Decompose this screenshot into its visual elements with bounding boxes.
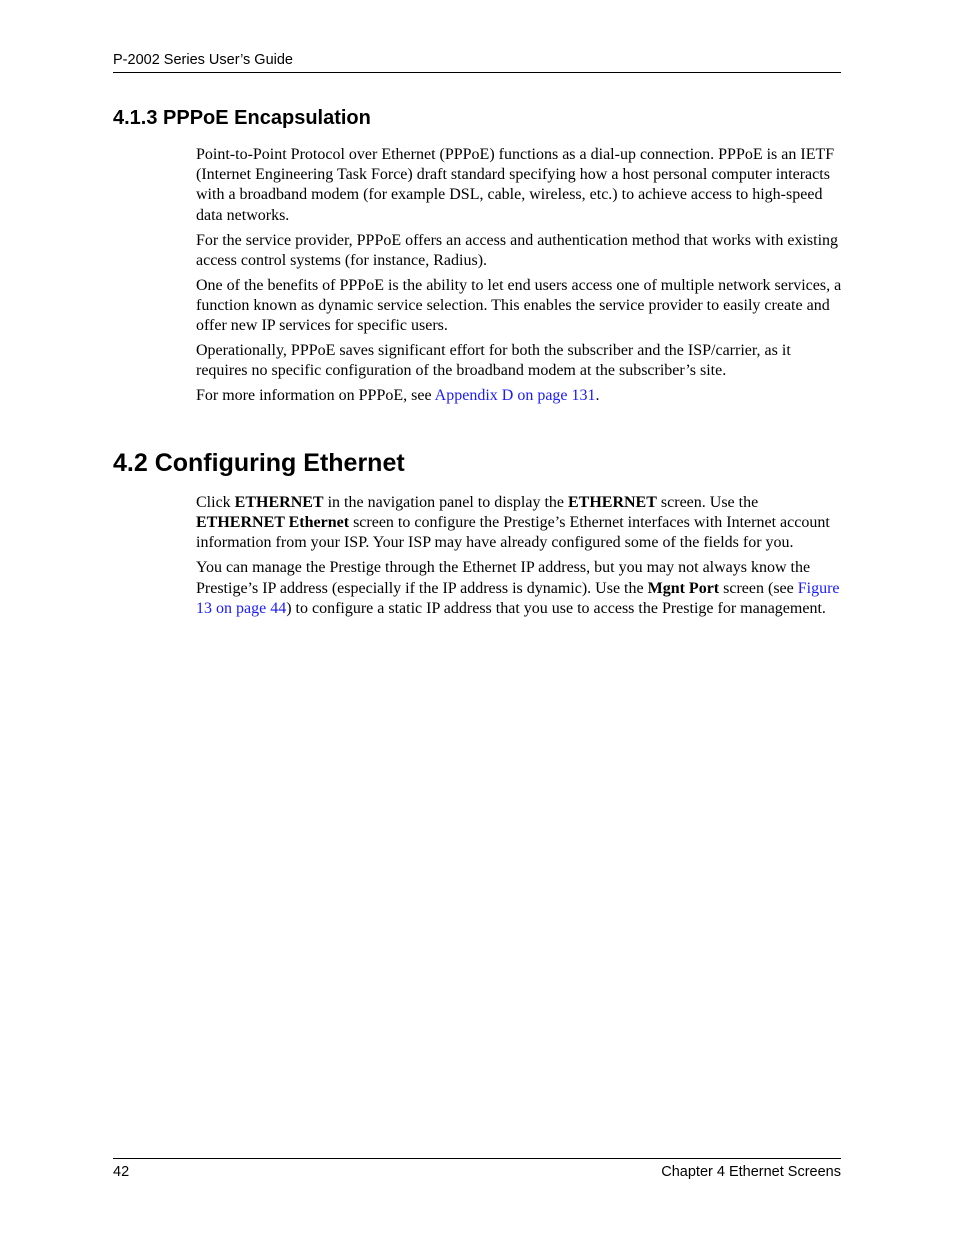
- text-run: Click: [196, 494, 235, 511]
- guide-title: P-2002 Series User’s Guide: [113, 52, 293, 68]
- ethernet-ethernet-term: ETHERNET Ethernet: [196, 514, 350, 532]
- section-heading-pppoe-encapsulation: 4.1.3 PPPoE Encapsulation: [113, 107, 371, 129]
- text-run: in the navigation panel to display the: [323, 494, 568, 511]
- page-footer: [113, 1158, 841, 1183]
- ethernet-paragraph-1: [196, 493, 842, 554]
- page-header: [113, 50, 841, 73]
- figure-13-link[interactable]: Figure 13 on page 44: [196, 579, 840, 617]
- mgnt-port-term: Mgnt Port: [647, 579, 720, 597]
- text-run: ) to configure a static IP address that you use to access the Prestige for management.: [286, 599, 826, 617]
- pppoe-more-info-text: For more information on PPPoE, see: [196, 387, 435, 405]
- ethernet-term: ETHERNET: [234, 494, 324, 511]
- pppoe-paragraph-1: Point-to-Point Protocol over Ethernet (PPPoE) functions as a dial-up connection. PPPoE is an IETF (Internet Engineering Task Force) draft standard specifying how a host personal computer interacts with a broadband modem (for example DSL, cable, wireless, etc.) to achieve access to high-speed data networks.: [196, 146, 835, 224]
- pppoe-body: [196, 145, 842, 411]
- ethernet-term: ETHERNET: [567, 494, 657, 511]
- page-number: 42: [113, 1164, 130, 1180]
- text-run: You can manage the Prestige through the Ethernet IP address, but you may not always know the Prestige’s IP address (especially if the IP address is dynamic). Use the: [196, 559, 811, 597]
- section-heading-configuring-ethernet: 4.2 Configuring Ethernet: [113, 449, 405, 477]
- ethernet-paragraph-2: [196, 558, 842, 619]
- text-run: screen (see: [719, 579, 798, 597]
- configuring-ethernet-body: [196, 493, 842, 624]
- text-run: screen. Use the: [656, 494, 759, 511]
- text-run: screen to configure the Prestige’s Ethernet interfaces with Internet account information from your ISP. Your ISP may have already configured some of the fields for you.: [196, 514, 830, 552]
- pppoe-paragraph-4: Operationally, PPPoE saves significant effort for both the subscriber and the ISP/carrier, as it requires no specific configuration of the broadband modem at the subscriber’s site.: [196, 342, 791, 380]
- chapter-title: Chapter 4 Ethernet Screens: [661, 1164, 841, 1180]
- pppoe-more-info-period: .: [595, 387, 600, 405]
- pppoe-paragraph-5: [196, 386, 842, 406]
- pppoe-paragraph-3: One of the benefits of PPPoE is the ability to let end users access one of multiple network services, a function known as dynamic service selection. This enables the service provider to easily create and offer new IP services for specific users.: [196, 276, 842, 335]
- pppoe-paragraph-2: For the service provider, PPPoE offers an access and authentication method that works with existing access control systems (for instance, Radius).: [196, 231, 839, 269]
- appendix-d-link[interactable]: Appendix D on page 131: [434, 387, 596, 405]
